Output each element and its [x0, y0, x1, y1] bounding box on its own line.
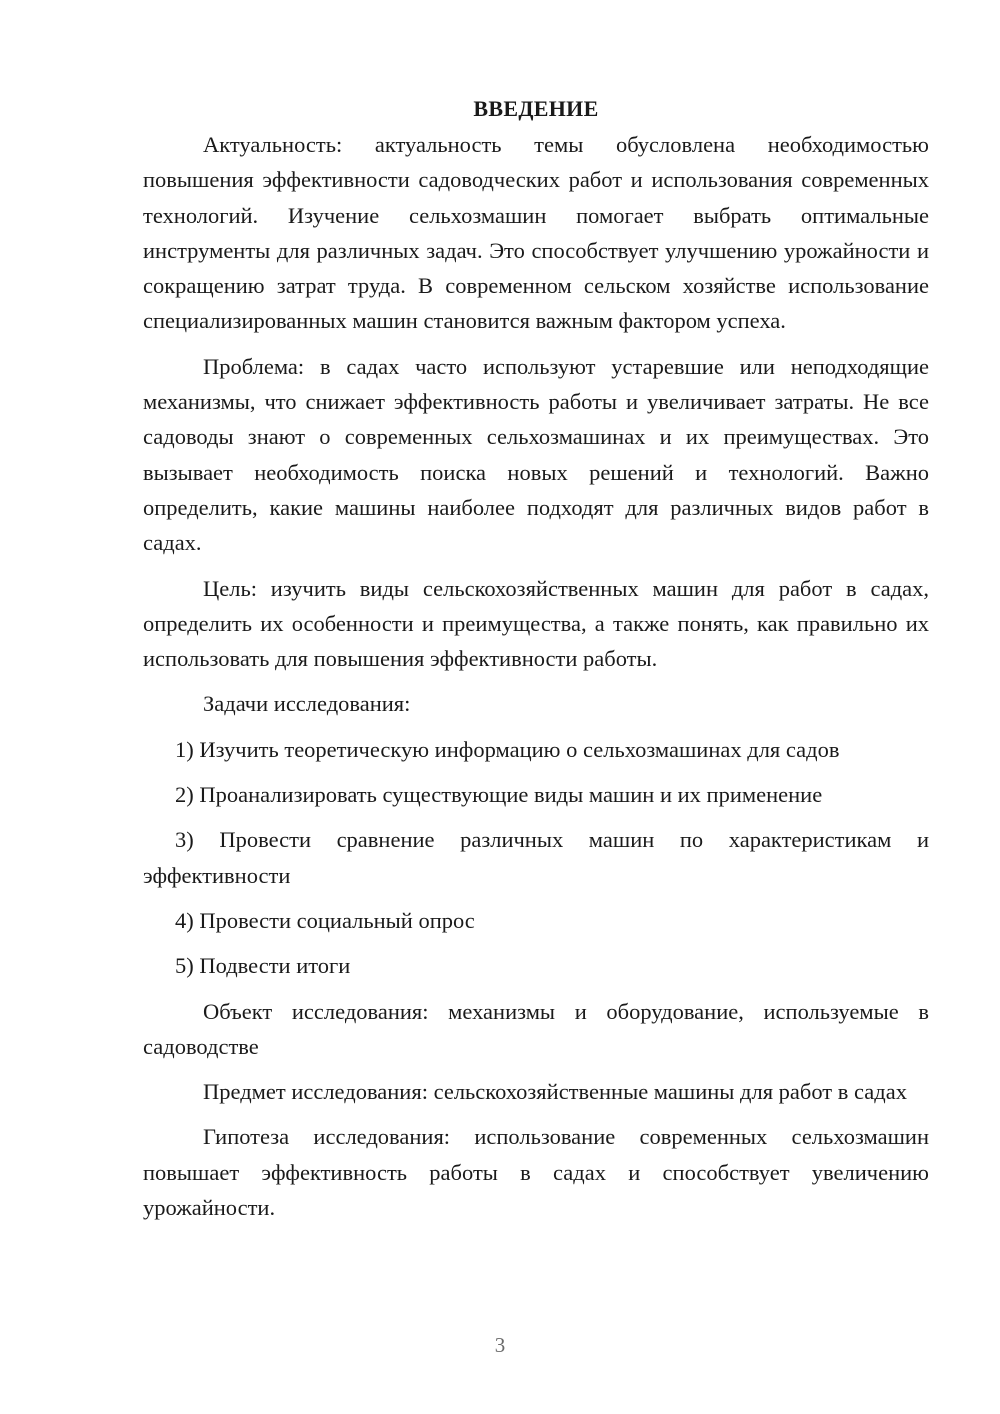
relevance-paragraph: Актуальность: актуальность темы обусловлена необходимостью повышения эффективности садоводческих работ и использования современных технологий. Изучение сельхозмашин помогает выбрать оптимальные инструменты для различных задач. Это способствует улучшению урожайности и сокращению затрат труда. В современном сельском хозяйстве использование специализированных машин становится важным фактором успеха.	[143, 132, 929, 334]
tasks-heading: Задачи исследования:	[203, 691, 411, 717]
list-item: 5) Подвести итоги	[175, 953, 351, 979]
list-item: 4) Провести социальный опрос	[175, 907, 475, 933]
object-paragraph: Объект исследования: механизмы и оборудование, используемые в садоводстве	[143, 998, 929, 1059]
hypothesis-paragraph: Гипотеза исследования: использование современных сельхозмашин повышает эффективность работы в садах и способствует увеличению урожайности.	[143, 1124, 929, 1221]
subject-paragraph: Предмет исследования: сельскохозяйственные машины для работ в садах	[203, 1079, 907, 1105]
tasks-list	[143, 732, 929, 984]
list-item: 2) Проанализировать существующие виды машин и их применение	[175, 782, 823, 808]
page-number: 3	[494, 1333, 506, 1357]
problem-paragraph: Проблема: в садах часто используют устаревшие или неподходящие механизмы, что снижает эффективность работы и увеличивает затраты. Не все садоводы знают о современных сельхозмашинах и их преимуществах. Это вызывает необходимость поиска новых решений и технологий. Важно определить, какие машины наиболее подходят для различных видов работ в садах.	[143, 353, 929, 556]
section-title: ВВЕДЕНИЕ	[473, 96, 599, 121]
document-page	[143, 93, 929, 1235]
list-item: 3) Провести сравнение различных машин по характеристикам и эффективности	[143, 827, 929, 888]
list-item: 1) Изучить теоретическую информацию о сельхозмашинах для садов	[175, 736, 840, 762]
goal-paragraph: Цель: изучить виды сельскохозяйственных машин для работ в садах, определить их особенности и преимущества, а также понять, как правильно их использовать для повышения эффективности работы.	[143, 575, 929, 672]
